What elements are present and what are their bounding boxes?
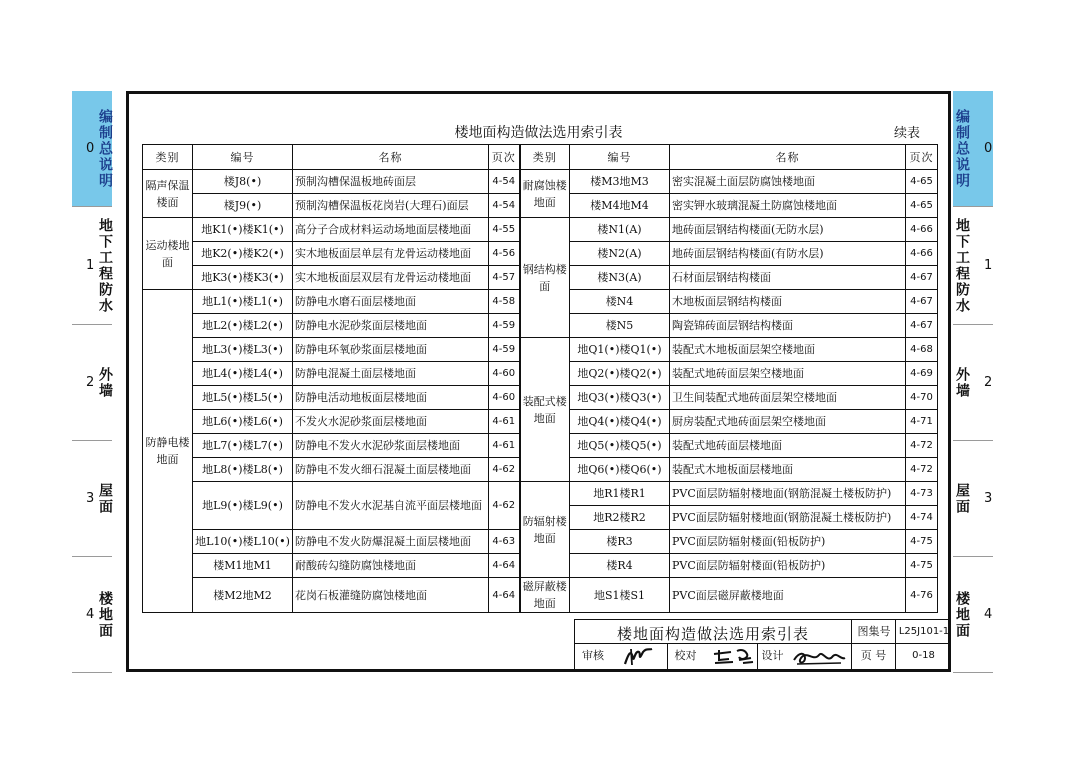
name-cell: 装配式木地板面层架空楼地面 [670,338,906,362]
table-header-row [143,145,938,170]
page-cell: 4-62 [489,458,520,482]
page-cell: 4-67 [906,266,938,290]
name-cell: 不发火水泥砂浆面层楼地面 [293,410,489,434]
tab-label: 编制总说明 [954,108,970,189]
page-cell: 4-62 [489,482,520,530]
name-cell: 花岗石板灌缝防腐蚀楼地面 [293,578,489,613]
header-category: 类别 [520,145,570,170]
name-cell: 卫生间装配式地砖面层架空楼地面 [670,386,906,410]
name-cell: 防静电不发火水泥砂浆面层楼地面 [293,434,489,458]
category-cell: 磁屏蔽楼地面 [520,578,570,613]
title-block [574,619,950,669]
name-cell: PVC面层磁屏蔽楼地面 [670,578,906,613]
page-cell: 4-76 [906,578,938,613]
tab-label: 屋面 [97,482,113,515]
name-cell: 防静电混凝土面层楼地面 [293,362,489,386]
review-label: 审核 [582,649,604,662]
tab-label: 外墙 [954,366,970,399]
code-cell: 楼M4地M4 [570,194,670,218]
header-page: 页次 [906,145,938,170]
page-cell: 4-73 [906,482,938,506]
code-cell: 楼N3(A) [570,266,670,290]
category-cell: 隔声保温楼面 [143,170,193,218]
code-cell: 地K3(•)楼K3(•) [193,266,293,290]
page-cell: 4-55 [489,218,520,242]
name-cell: 地砖面层钢结构楼面(有防水层) [670,242,906,266]
name-cell: 预制沟槽保温板地砖面层 [293,170,489,194]
code-cell: 地L2(•)楼L2(•) [193,314,293,338]
tab-number: 4 [984,607,993,622]
code-cell: 楼N1(A) [570,218,670,242]
name-cell: 防静电不发火防爆混凝土面层楼地面 [293,530,489,554]
name-cell: 厨房装配式地砖面层架空楼地面 [670,410,906,434]
header-name: 名称 [293,145,489,170]
title-block-title: 楼地面构造做法选用索引表 [616,625,809,643]
category-cell: 防辐射楼地面 [520,482,570,578]
name-cell: 防静电不发火细石混凝土面层楼地面 [293,458,489,482]
tab-number: 1 [984,258,993,273]
title-block-main-row [574,619,950,644]
design-label: 设计 [757,644,787,669]
page-cell: 4-60 [489,362,520,386]
name-cell: 木地板面层钢结构楼面 [670,290,906,314]
tab-label: 外墙 [97,366,113,399]
tab-label: 地下工程防水 [97,217,113,314]
tab-label: 楼地面 [954,590,970,639]
tab-label: 编制总说明 [97,108,113,189]
index-table [142,144,938,613]
code-cell: 楼N4 [570,290,670,314]
tab-number: 0 [86,141,95,156]
code-cell: 地Q3(•)楼Q3(•) [570,386,670,410]
name-cell: PVC面层防辐射楼地面(钢筋混凝土楼板防护) [670,482,906,506]
code-cell: 地Q2(•)楼Q2(•) [570,362,670,386]
category-cell: 运动楼地面 [143,218,193,290]
code-cell: 地L9(•)楼L9(•) [193,482,293,530]
name-cell: 地砖面层钢结构楼面(无防水层) [670,218,906,242]
code-cell: 楼M1地M1 [193,554,293,578]
tab-exterior-wall[interactable] [953,325,993,441]
designer-signature [791,646,847,667]
tab-underground-waterproofing[interactable] [72,207,112,325]
header-code: 编号 [193,145,293,170]
tab-general-notes[interactable] [953,91,993,207]
code-cell: 地L6(•)楼L6(•) [193,410,293,434]
page-cell: 4-71 [906,410,938,434]
tab-general-notes[interactable] [72,91,112,207]
name-cell: 防静电不发火水泥基自流平面层楼地面 [293,482,489,530]
code-cell: 楼R4 [570,554,670,578]
page-cell: 4-63 [489,530,520,554]
header-category: 类别 [143,145,193,170]
name-cell: 陶瓷锦砖面层钢结构楼面 [670,314,906,338]
header-code: 编号 [570,145,670,170]
name-cell: 实木地板面层双层有龙骨运动楼地面 [293,266,489,290]
page-cell: 4-69 [906,362,938,386]
page-cell: 4-54 [489,170,520,194]
table-row [143,218,938,242]
code-cell: 地K2(•)楼K2(•) [193,242,293,266]
title-block-sign-row [574,644,950,669]
header-page: 页次 [489,145,520,170]
name-cell: 装配式地砖面层架空楼地面 [670,362,906,386]
tab-label: 楼地面 [97,590,113,639]
page-number: 0-18 [895,644,951,669]
code-cell: 地L3(•)楼L3(•) [193,338,293,362]
code-cell: 地L7(•)楼L7(•) [193,434,293,458]
page-cell: 4-67 [906,314,938,338]
tab-number: 2 [86,375,95,390]
name-cell: 防静电水泥砂浆面层楼地面 [293,314,489,338]
tab-floor[interactable] [953,557,993,673]
tab-roof[interactable] [72,441,112,557]
page-cell: 4-64 [489,578,520,613]
category-cell: 装配式楼地面 [520,338,570,482]
tab-number: 1 [86,258,95,273]
name-cell: 耐酸砖勾缝防腐蚀楼地面 [293,554,489,578]
table-row [143,578,938,613]
tab-floor[interactable] [72,557,112,673]
name-cell: 密实钾水玻璃混凝土防腐蚀楼地面 [670,194,906,218]
code-cell: 地L8(•)楼L8(•) [193,458,293,482]
page-cell: 4-75 [906,554,938,578]
page-cell: 4-65 [906,194,938,218]
code-cell: 地R2楼R2 [570,506,670,530]
code-cell: 楼R3 [570,530,670,554]
name-cell: PVC面层防辐射楼面(铅板防护) [670,530,906,554]
name-cell: 防静电水磨石面层楼地面 [293,290,489,314]
name-cell: 装配式地砖面层楼地面 [670,434,906,458]
code-cell: 楼M2地M2 [193,578,293,613]
code-cell: 地L10(•)楼L10(•) [193,530,293,554]
name-cell: 防静电活动地板面层楼地面 [293,386,489,410]
page-cell: 4-66 [906,218,938,242]
code-cell: 地Q5(•)楼Q5(•) [570,434,670,458]
name-cell: 装配式木地板面层楼地面 [670,458,906,482]
code-cell: 地L4(•)楼L4(•) [193,362,293,386]
code-cell: 楼N5 [570,314,670,338]
code-cell: 楼N2(A) [570,242,670,266]
page-cell: 4-67 [906,290,938,314]
page-cell: 4-58 [489,290,520,314]
table-row [143,482,938,506]
name-cell: 高分子合成材料运动场地面层楼地面 [293,218,489,242]
code-cell: 地L1(•)楼L1(•) [193,290,293,314]
code-cell: 地Q1(•)楼Q1(•) [570,338,670,362]
page-cell: 4-57 [489,266,520,290]
drawing-frame [126,91,951,672]
page-cell: 4-68 [906,338,938,362]
check-label: 校对 [667,644,703,669]
category-cell: 防静电楼地面 [143,290,193,613]
page-title: 楼地面构造做法选用索引表 [454,125,623,141]
page-cell: 4-61 [489,410,520,434]
code-cell: 地Q4(•)楼Q4(•) [570,410,670,434]
checker-signature [711,646,755,667]
tab-roof[interactable] [953,441,993,557]
table-row [143,338,938,362]
continued-label: 续表 [893,126,920,141]
tab-label: 屋面 [954,482,970,515]
page-cell: 4-72 [906,458,938,482]
code-cell: 楼M3地M3 [570,170,670,194]
reviewer-signature [619,646,659,667]
name-cell: 实木地板面层单层有龙骨运动楼地面 [293,242,489,266]
name-cell: PVC面层防辐射楼地面(钢筋混凝土楼板防护) [670,506,906,530]
name-cell: 石材面层钢结构楼面 [670,266,906,290]
page-cell: 4-70 [906,386,938,410]
page-number-label: 页 号 [851,644,895,669]
name-cell: PVC面层防辐射楼面(铅板防护) [670,554,906,578]
name-cell: 密实混凝土面层防腐蚀楼地面 [670,170,906,194]
code-cell: 楼J8(•) [193,170,293,194]
code-cell: 地S1楼S1 [570,578,670,613]
page-cell: 4-75 [906,530,938,554]
code-cell: 地L5(•)楼L5(•) [193,386,293,410]
page-cell: 4-56 [489,242,520,266]
code-cell: 地K1(•)楼K1(•) [193,218,293,242]
tab-number: 2 [984,375,993,390]
page-cell: 4-72 [906,434,938,458]
code-cell: 地Q6(•)楼Q6(•) [570,458,670,482]
page-cell: 4-59 [489,338,520,362]
category-cell: 耐腐蚀楼地面 [520,170,570,218]
tab-number: 3 [86,491,95,506]
name-cell: 预制沟槽保温板花岗岩(大理石)面层 [293,194,489,218]
page-cell: 4-74 [906,506,938,530]
tab-number: 3 [984,491,993,506]
name-cell: 防静电环氧砂浆面层楼地面 [293,338,489,362]
header-name: 名称 [670,145,906,170]
page-cell: 4-60 [489,386,520,410]
page-cell: 4-65 [906,170,938,194]
table-row [143,170,938,194]
page-cell: 4-66 [906,242,938,266]
tab-number: 0 [984,141,993,156]
tab-number: 4 [86,607,95,622]
tab-exterior-wall[interactable] [72,325,112,441]
page-cell: 4-61 [489,434,520,458]
page-cell: 4-54 [489,194,520,218]
tab-underground-waterproofing[interactable] [953,207,993,325]
page-cell: 4-59 [489,314,520,338]
code-cell: 地R1楼R1 [570,482,670,506]
page-cell: 4-64 [489,554,520,578]
code-cell: 楼J9(•) [193,194,293,218]
atlas-number-label: 图集号 [851,620,896,645]
atlas-number: L25J101-1 [895,620,952,645]
category-cell: 钢结构楼面 [520,218,570,338]
tab-label: 地下工程防水 [954,217,970,314]
